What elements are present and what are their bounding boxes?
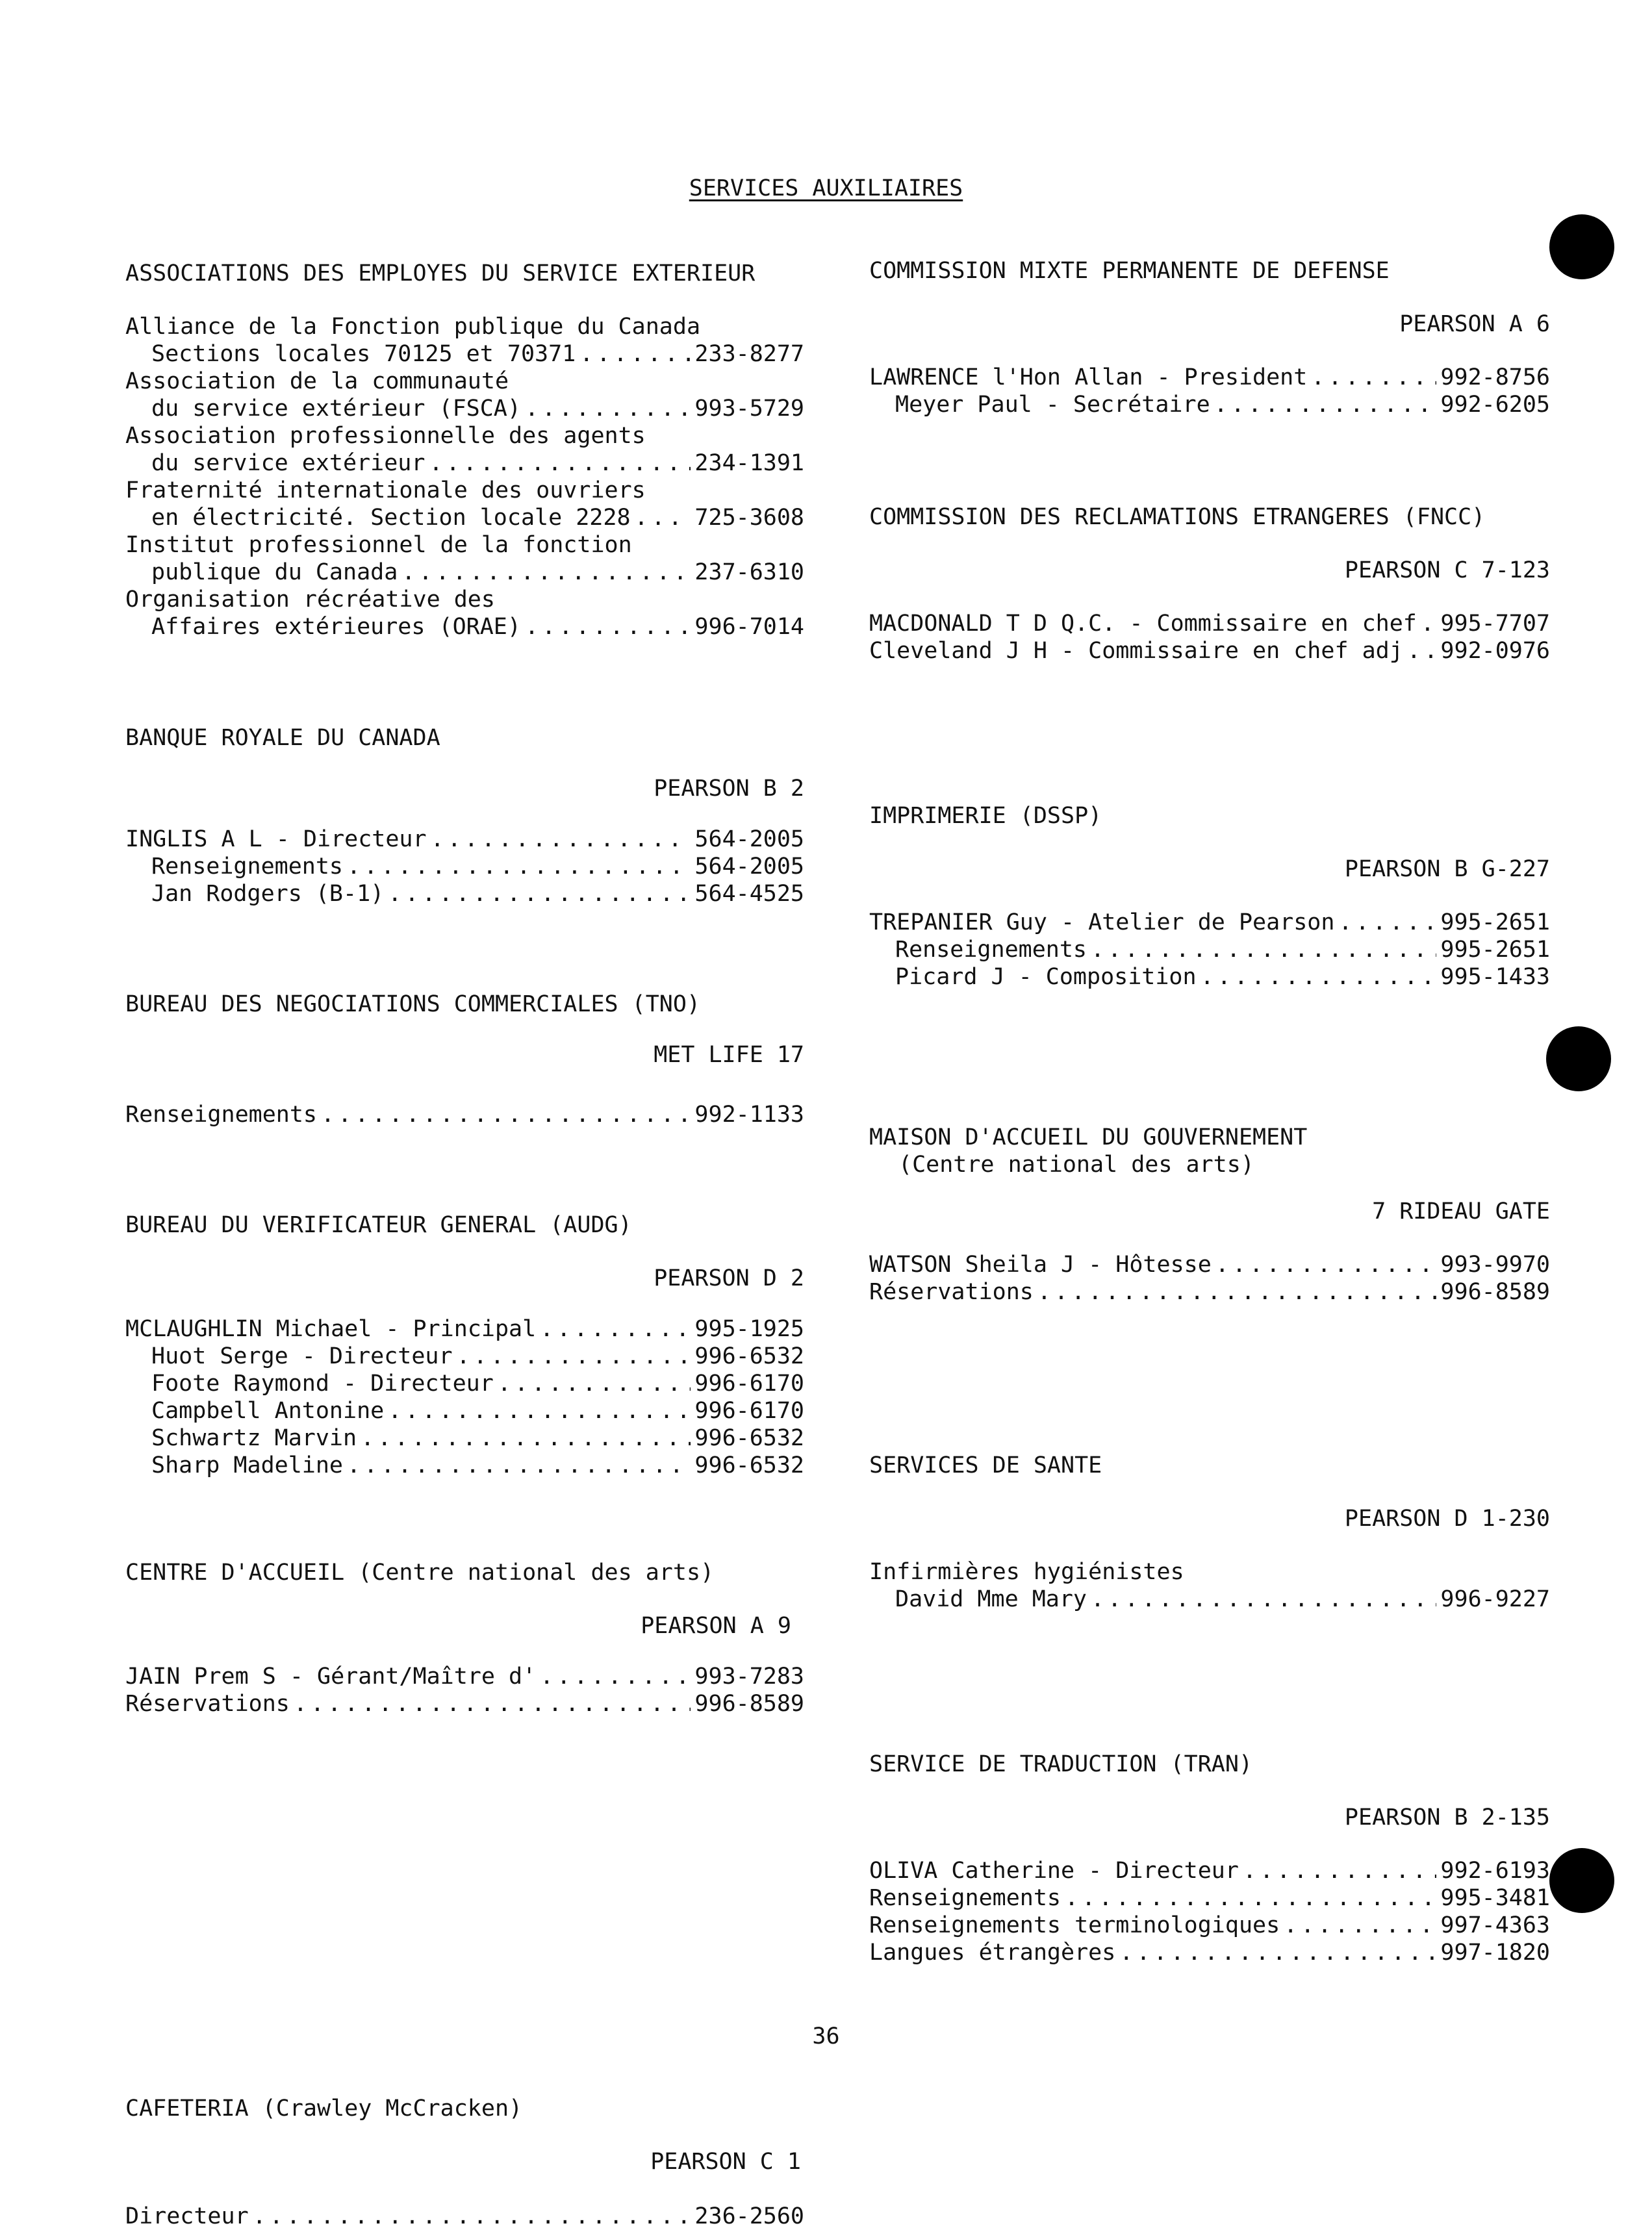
punch-hole-bottom xyxy=(1549,1848,1614,1913)
listing-line: Association professionnelle des agents xyxy=(125,423,646,449)
listing-entry: TREPANIER Guy - Atelier de Pearson . . . 995-2651 xyxy=(869,909,1550,936)
punch-hole-top xyxy=(1549,214,1614,279)
section-heading: MAISON D'ACCUEIL DU GOUVERNEMENT xyxy=(869,1124,1308,1150)
listing-entry: Réservations . . . 996-8589 xyxy=(125,1690,804,1717)
listing-entry: David Mme Mary . . . 996-9227 xyxy=(869,1586,1550,1613)
phone-number: 996-9227 xyxy=(1440,1586,1550,1612)
location-label: PEARSON D 2 xyxy=(654,1265,804,1291)
phone-number: 995-7707 xyxy=(1440,611,1550,637)
phone-number: 992-6205 xyxy=(1440,392,1550,418)
phone-number: 995-2651 xyxy=(1440,909,1550,935)
listing-entry: Directeur . . . 236-2560 xyxy=(125,2203,804,2230)
phone-number: 992-0976 xyxy=(1440,638,1550,664)
phone-number: 995-2651 xyxy=(1440,937,1550,963)
listing-entry: du service extérieur . . . 234-1391 xyxy=(125,450,804,477)
section-banque xyxy=(125,724,804,907)
listing-entry: publique du Canada . . . 237-6310 xyxy=(125,559,804,586)
listing-entry: MACDONALD T D Q.C. - Commissaire en chef . . . 995-7707 xyxy=(869,610,1550,637)
section-imprimerie xyxy=(869,802,1550,991)
listing-entry: Foote Raymond - Directeur . . . 996-6170 xyxy=(125,1370,804,1397)
phone-number: 236-2560 xyxy=(694,2203,804,2229)
listing-entry: INGLIS A L - Directeur . . . 564-2005 xyxy=(125,826,804,853)
listing-entry: Cleveland J H - Commissaire en chef adj . . . 992-0976 xyxy=(869,637,1550,665)
listing-entry: JAIN Prem S - Gérant/Maître d' . . . 993-7283 xyxy=(125,1663,804,1690)
listing-entry: Langues étrangères . . . 997-1820 xyxy=(869,1939,1550,1966)
phone-number: 995-1433 xyxy=(1440,964,1550,990)
section-heading: CAFETERIA (Crawley McCracken) xyxy=(125,2096,523,2122)
phone-number: 995-1925 xyxy=(694,1316,804,1342)
listing-entry: Jan Rodgers (B-1) . . . 564-4525 xyxy=(125,880,804,907)
listing-entry: en électricité. Section locale 2228 . . . 725-3608 xyxy=(125,504,804,531)
phone-number: 996-8589 xyxy=(1440,1279,1550,1305)
listing-entry: Renseignements . . . 992-1133 xyxy=(125,1101,804,1128)
phone-number: 992-8756 xyxy=(1440,364,1550,390)
location-label: PEARSON C 7-123 xyxy=(1344,557,1550,583)
listing-entry: MCLAUGHLIN Michael - Principal . . . 995-1925 xyxy=(125,1315,804,1343)
section-heading: ASSOCIATIONS DES EMPLOYES DU SERVICE EXTERIEUR xyxy=(125,260,756,286)
page-title: SERVICES AUXILIAIRES xyxy=(689,175,963,201)
listing-entry: Campbell Antonine . . . 996-6170 xyxy=(125,1397,804,1425)
phone-number: 725-3608 xyxy=(694,505,804,531)
phone-number: 237-6310 xyxy=(694,559,804,585)
phone-number: 992-6193 xyxy=(1440,1858,1550,1884)
phone-number: 996-6532 xyxy=(694,1425,804,1451)
section-heading: IMPRIMERIE (DSSP) xyxy=(869,803,1102,829)
listing-entry: Huot Serge - Directeur . . . 996-6532 xyxy=(125,1343,804,1370)
phone-number: 993-9970 xyxy=(1440,1252,1550,1278)
section-heading: BUREAU DES NEGOCIATIONS COMMERCIALES (TNO) xyxy=(125,991,701,1017)
phone-number: 997-1820 xyxy=(1440,1940,1550,1966)
phone-number: 992-1133 xyxy=(694,1102,804,1128)
listing-entry: Affaires extérieures (ORAE) . . . 996-7014 xyxy=(125,613,804,640)
section-heading: BANQUE ROYALE DU CANADA xyxy=(125,725,440,751)
phone-number: 234-1391 xyxy=(694,450,804,476)
section-maison-accueil xyxy=(869,1124,1550,1306)
section-defense xyxy=(869,257,1550,418)
section-associations xyxy=(125,260,804,640)
phone-number: 993-5729 xyxy=(694,396,804,422)
phone-number: 996-8589 xyxy=(694,1691,804,1717)
phone-number: 233-8277 xyxy=(694,341,804,367)
listing-line: Institut professionnel de la fonction xyxy=(125,532,632,558)
section-sante xyxy=(869,1452,1550,1613)
section-subheading: (Centre national des arts) xyxy=(898,1152,1254,1178)
listing-line: Association de la communauté xyxy=(125,368,509,394)
phone-number: 564-2005 xyxy=(694,826,804,852)
section-traduction xyxy=(869,1751,1550,1966)
listing-entry: Renseignements terminologiques . . . 997-4363 xyxy=(869,1912,1550,1939)
section-heading: COMMISSION MIXTE PERMANENTE DE DEFENSE xyxy=(869,258,1390,284)
section-fncc xyxy=(869,503,1550,665)
section-audg xyxy=(125,1211,804,1479)
section-cafeteria xyxy=(125,2095,804,2230)
phone-number: 996-7014 xyxy=(694,614,804,640)
phone-number: 996-6170 xyxy=(694,1398,804,1424)
listing-entry: Picard J - Composition . . . 995-1433 xyxy=(869,963,1550,991)
listing-entry: Sharp Madeline . . . 996-6532 xyxy=(125,1452,804,1479)
phone-number: 997-4363 xyxy=(1440,1912,1550,1938)
location-label: PEARSON B 2-135 xyxy=(1344,1805,1550,1831)
listing-line: Alliance de la Fonction publique du Canada xyxy=(125,314,701,340)
page-number: 36 xyxy=(812,2023,840,2049)
phone-number: 996-6532 xyxy=(694,1452,804,1478)
phone-number: 996-6532 xyxy=(694,1343,804,1369)
listing-entry: OLIVA Catherine - Directeur . . . 992-6193 xyxy=(869,1857,1550,1884)
punch-hole-middle xyxy=(1546,1026,1611,1091)
listing-entry: Sections locales 70125 et 70371 . . . 233-8277 xyxy=(125,340,804,368)
listing-entry: Meyer Paul - Secrétaire . . . 992-6205 xyxy=(869,391,1550,418)
location-label: MET LIFE 17 xyxy=(654,1042,804,1068)
phone-number: 564-4525 xyxy=(694,881,804,907)
section-tno xyxy=(125,991,804,1128)
phone-number: 993-7283 xyxy=(694,1664,804,1690)
listing-line: Infirmières hygiénistes xyxy=(869,1559,1184,1585)
location-label: PEARSON C 1 xyxy=(650,2149,801,2175)
section-heading: BUREAU DU VERIFICATEUR GENERAL (AUDG) xyxy=(125,1212,632,1238)
listing-entry: WATSON Sheila J - Hôtesse . . . 993-9970 xyxy=(869,1251,1550,1278)
listing-entry: Schwartz Marvin . . . 996-6532 xyxy=(125,1425,804,1452)
listing-entry: du service extérieur (FSCA) . . . 993-5729 xyxy=(125,395,804,422)
section-heading: SERVICES DE SANTE xyxy=(869,1452,1102,1478)
section-heading: CENTRE D'ACCUEIL (Centre national des arts) xyxy=(125,1560,715,1586)
listing-entry: Réservations . . . 996-8589 xyxy=(869,1278,1550,1306)
phone-number: 564-2005 xyxy=(694,854,804,880)
listing-entry: Renseignements . . . 995-3481 xyxy=(869,1884,1550,1912)
location-label: PEARSON D 1-230 xyxy=(1344,1506,1550,1532)
listing-line: Fraternité internationale des ouvriers xyxy=(125,477,646,503)
listing-entry: Renseignements . . . 995-2651 xyxy=(869,936,1550,963)
phone-number: 995-3481 xyxy=(1440,1885,1550,1911)
phone-number: 996-6170 xyxy=(694,1371,804,1397)
section-heading: SERVICE DE TRADUCTION (TRAN) xyxy=(869,1751,1253,1777)
location-label: PEARSON A 9 xyxy=(641,1613,791,1639)
section-heading: COMMISSION DES RECLAMATIONS ETRANGERES (FNCC) xyxy=(869,504,1486,530)
location-label: PEARSON B 2 xyxy=(654,776,804,802)
listing-entry: LAWRENCE l'Hon Allan - President . . . 992-8756 xyxy=(869,364,1550,391)
location-label: PEARSON A 6 xyxy=(1399,311,1550,337)
location-label: 7 RIDEAU GATE xyxy=(1372,1198,1550,1224)
listing-line: Organisation récréative des xyxy=(125,587,495,613)
location-label: PEARSON B G-227 xyxy=(1344,856,1550,882)
listing-entry: Renseignements . . . 564-2005 xyxy=(125,853,804,880)
section-centre-accueil xyxy=(125,1559,804,1717)
